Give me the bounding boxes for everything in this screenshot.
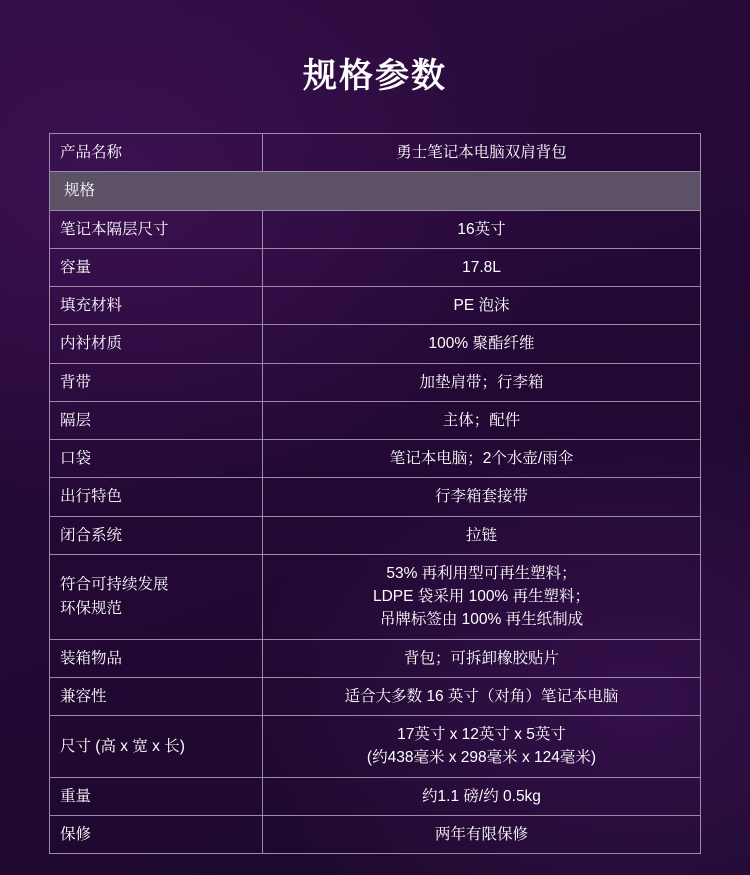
- table-row: [50, 287, 701, 325]
- table-row: [50, 639, 701, 677]
- row-label: [50, 554, 263, 639]
- row-label: 产品名称: [50, 134, 263, 172]
- table-row: [50, 401, 701, 439]
- row-value: 勇士笔记本电脑双肩背包: [263, 134, 701, 172]
- row-value: [263, 716, 701, 778]
- row-label: 内衬材质: [50, 325, 263, 363]
- row-label: 保修: [50, 815, 263, 853]
- table-row: [50, 248, 701, 286]
- row-value: 两年有限保修: [263, 815, 701, 853]
- row-value: 拉链: [263, 516, 701, 554]
- table-row: [50, 363, 701, 401]
- row-label: 容量: [50, 248, 263, 286]
- row-label: 出行特色: [50, 478, 263, 516]
- row-value-line: LDPE 袋采用 100% 再生塑料；: [372, 588, 591, 605]
- row-label: 装箱物品: [50, 639, 263, 677]
- table-row: [50, 716, 701, 778]
- spec-table-body: [50, 134, 701, 854]
- row-value-line: (约438毫米 x 298毫米 x 124毫米): [366, 749, 597, 767]
- row-value: 适合大多数 16 英寸（对角）笔记本电脑: [263, 677, 701, 715]
- row-value-line: 吊牌标签由 100% 再生纸制成: [379, 611, 584, 629]
- table-row: [50, 516, 701, 554]
- table-section-row: [50, 172, 701, 210]
- row-value: 主体；配件: [263, 401, 701, 439]
- table-row: [50, 554, 701, 639]
- row-label: 兼容性: [50, 677, 263, 715]
- table-row: [50, 777, 701, 815]
- row-label-line: 环保规范: [60, 599, 123, 617]
- row-label: 填充材料: [50, 287, 263, 325]
- section-label: 规格: [50, 172, 701, 210]
- row-label: 尺寸 (高 x 宽 x 长): [50, 716, 263, 778]
- page-title: 规格参数: [303, 57, 447, 95]
- row-value: PE 泡沫: [263, 287, 701, 325]
- row-value: 笔记本电脑；2个水壶/雨伞: [263, 440, 701, 478]
- row-value-line: 17英寸 x 12英寸 x 5英寸: [397, 726, 566, 743]
- row-value: 16英寸: [263, 210, 701, 248]
- row-value: 17.8L: [263, 248, 701, 286]
- row-label: 隔层: [50, 401, 263, 439]
- row-label: 重量: [50, 777, 263, 815]
- row-value: 约1.1 磅/约 0.5kg: [263, 777, 701, 815]
- table-row: [50, 325, 701, 363]
- spec-table-container: [49, 133, 701, 854]
- table-row: [50, 677, 701, 715]
- table-row: [50, 478, 701, 516]
- row-value: [263, 554, 701, 639]
- row-label: 背带: [50, 363, 263, 401]
- row-value: 行李箱套接带: [263, 478, 701, 516]
- table-row: [50, 440, 701, 478]
- spec-table: [49, 133, 701, 854]
- table-row: [50, 134, 701, 172]
- row-value: 100% 聚酯纤维: [263, 325, 701, 363]
- row-value: 背包；可拆卸橡胶贴片: [263, 639, 701, 677]
- row-label: 闭合系统: [50, 516, 263, 554]
- row-label-line: 符合可持续发展: [60, 576, 169, 594]
- row-label: 口袋: [50, 440, 263, 478]
- row-label: 笔记本隔层尺寸: [50, 210, 263, 248]
- row-value: 加垫肩带；行李箱: [263, 363, 701, 401]
- table-row: [50, 815, 701, 853]
- table-row: [50, 210, 701, 248]
- row-value-line: 53% 再利用型可再生塑料；: [386, 564, 577, 582]
